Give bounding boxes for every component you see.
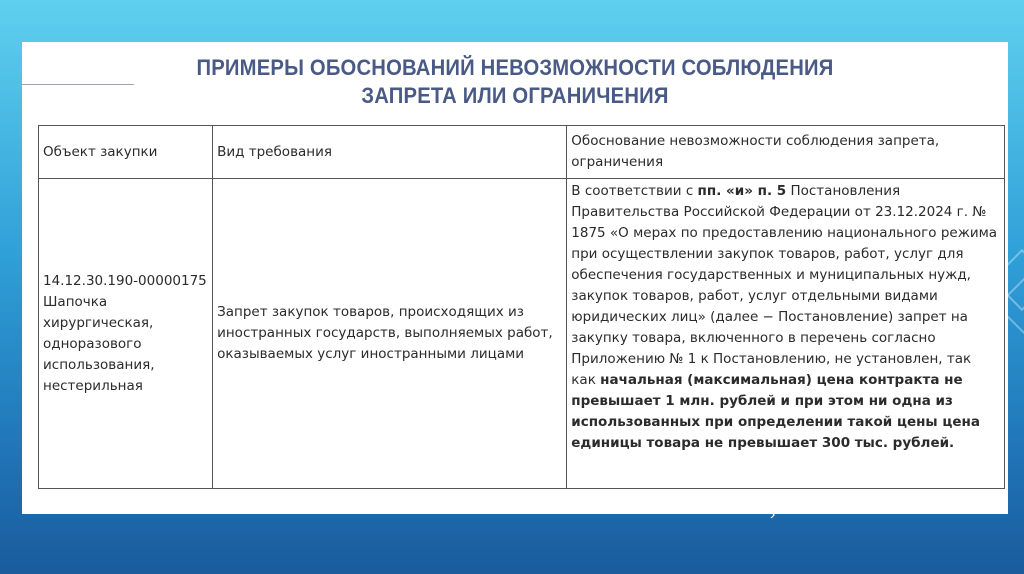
slide-content bbox=[22, 42, 1008, 514]
slide-title bbox=[61, 54, 968, 110]
title-line-2: ЗАПРЕТА ИЛИ ОГРАНИЧЕНИЯ bbox=[361, 83, 669, 108]
justification-text-1: В соответствии с bbox=[571, 183, 698, 199]
header-justification: Обоснование невозможности соблюдения запрета, ограничения bbox=[567, 126, 1005, 179]
justification-text-2: Постановления Правительства Российской Федерации от 23.12.2024 г. № 1875 «О мерах по предоставлению национального режима при осуществлении закупок товаров, работ, услуг для обеспечения государственных и муниципальных нужд, закупок товаров, работ, услуг отдельными видами юридических лиц» (далее − Постановление) запрет на закупку товара, включенного в перечень согласно Приложению № 1 к Постановлению, не установлен, так как bbox=[571, 183, 998, 388]
justification-table bbox=[38, 125, 1005, 489]
cell-justification bbox=[567, 179, 1005, 489]
header-object: Объект закупки bbox=[39, 126, 213, 179]
table-row bbox=[39, 179, 1005, 489]
header-requirement: Вид требования bbox=[213, 126, 567, 179]
justification-bold-ref: пп. «и» п. 5 bbox=[697, 183, 787, 199]
cell-requirement: Запрет закупок товаров, происходящих из иностранных государств, выполняемых работ, оказываемых услуг иностранными лицами bbox=[213, 179, 567, 489]
next-arrow-icon: › bbox=[770, 506, 776, 523]
title-line-1: ПРИМЕРЫ ОБОСНОВАНИЙ НЕВОЗМОЖНОСТИ СОБЛЮДЕНИЯ bbox=[196, 55, 834, 80]
table-header-row bbox=[39, 126, 1005, 179]
header-divider-line bbox=[22, 84, 134, 85]
cell-object: 14.12.30.190-00000175 Шапочка хирургическая, одноразового использования, нестерильная bbox=[39, 179, 213, 489]
justification-bold-condition: начальная (максимальная) цена контракта не превышает 1 млн. рублей и при этом ни одна из использованных при определении такой цены цена единицы товара не превышает 300 тыс. рублей. bbox=[571, 372, 980, 451]
